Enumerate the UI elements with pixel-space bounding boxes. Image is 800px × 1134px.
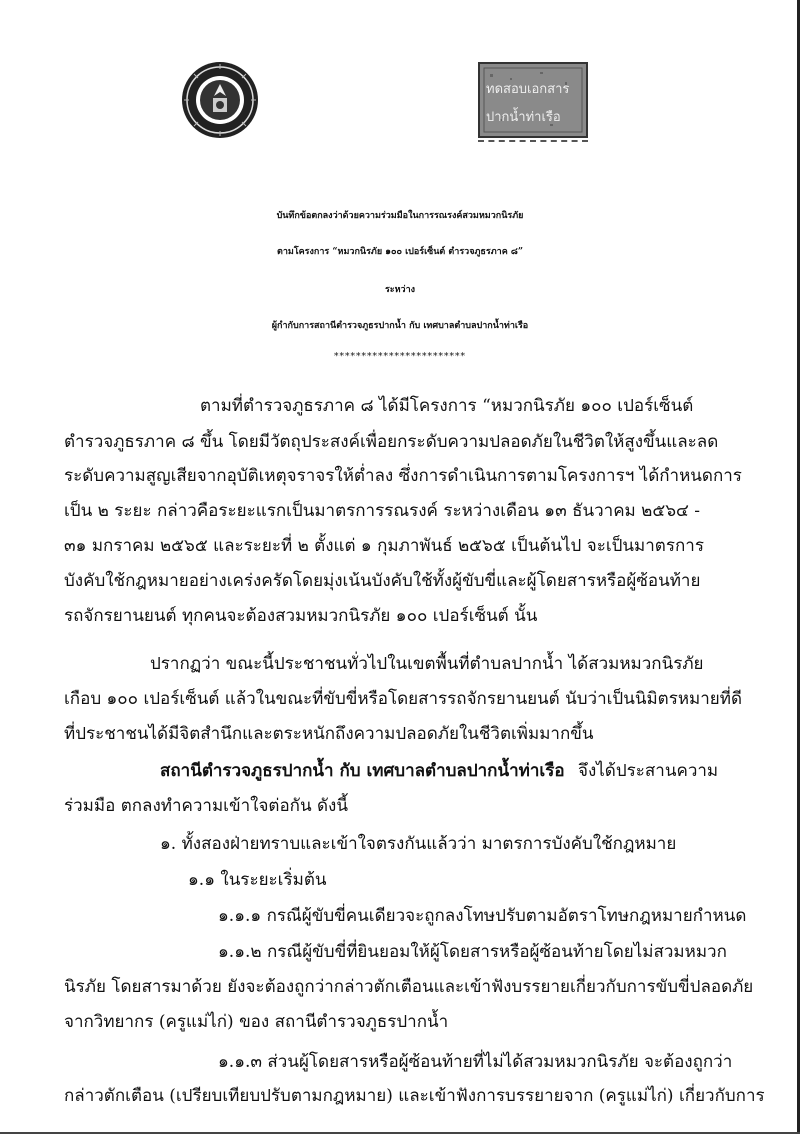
body-line-6: บังคับใช้กฎหมายอย่างเคร่งครัดโดยมุ่งเน้นบังคับใช้ทั้งผู้ขับขี่และผู้โดยสารหรือผู้ซ้อนท้าย — [64, 571, 701, 591]
body-line-1: ตามที่ตำรวจภูธรภาค ๘ ได้มีโครงการ “หมวกนิรภัย ๑๐๐ เปอร์เซ็นต์ — [200, 396, 694, 416]
title-line-4: ผู้กำกับการสถานีตำรวจภูธรปากน้ำ กับ เทศบาลตำบลปากน้ำท่าเรือ — [271, 321, 529, 331]
title-line-2: ตามโครงการ “หมวกนิรภัย ๑๐๐ เปอร์เซ็นต์ ตำรวจภูธรภาค ๘” — [276, 247, 523, 257]
title-line-3: ระหว่าง — [384, 285, 416, 295]
clause-1-1-3-cont: กล่าวตักเตือน (เปรียบเทียบปรับตามกฎหมาย) และเข้าฟังการบรรยายจาก (ครูแม่ไก่) เกี่ยวกับการ — [64, 1086, 765, 1106]
body-line-10: ที่ประชาชนได้มีจิตสำนึกและตระหนักถึงความปลอดภัยในชีวิตเพิ่มมากขึ้น — [64, 724, 594, 744]
title-separator: ************************ — [334, 352, 466, 362]
clause-1-1-2-cont-1: นิรภัย โดยสารมาด้วย ยังจะต้องถูกว่ากล่าวตักเตือนและเข้าฟังบรรยายเกี่ยวกับการขับขี่ปลอดภัย — [64, 977, 754, 997]
body-line-11-bold: สถานีตำรวจภูธรปากน้ำ กับ เทศบาลตำบลปากน้ำท่าเรือ — [160, 761, 565, 781]
body-line-5: ๓๑ มกราคม ๒๕๖๕ และระยะที่ ๒ ตั้งแต่ ๑ กุมภาพันธ์ ๒๕๖๕ เป็นต้นไป จะเป็นมาตรการ — [64, 536, 704, 556]
clause-1: ๑. ทั้งสองฝ่ายทราบและเข้าใจตรงกันแล้วว่า มาตรการบังคับใช้กฎหมาย — [160, 834, 677, 854]
stamp-line-1: ทดสอบเอกสาร — [486, 82, 570, 97]
title-line-1: บันทึกข้อตกลงว่าด้วยความร่วมมือในการรณรงค์สวมหมวกนิรภัย — [276, 211, 524, 221]
body-line-3: ระดับความสูญเสียจากอุบัติเหตุจราจรให้ต่ำลง ซึ่งการดำเนินการตามโครงการฯ ได้กำหนดการ — [64, 466, 742, 486]
body-line-4: เป็น ๒ ระยะ กล่าวคือระยะแรกเป็นมาตรการรณรงค์ ระหว่างเดือน ๑๓ ธันวาคม ๒๕๖๔ - — [64, 501, 701, 521]
clause-1-1: ๑.๑ ในระยะเริ่มต้น — [188, 870, 327, 890]
clause-1-1-1: ๑.๑.๑ กรณีผู้ขับขี่คนเดียวจะถูกลงโทษปรับตามอัตราโทษกฎหมายกำหนด — [218, 906, 747, 926]
office-stamp — [478, 62, 588, 138]
clause-1-1-2-cont-2: จากวิทยากร (ครูแม่ไก่) ของ สถานีตำรวจภูธรปากน้ำ — [64, 1012, 449, 1032]
body-line-11-rest: จึงได้ประสานความ — [578, 761, 719, 781]
clause-1-1-3: ๑.๑.๓ ส่วนผู้โดยสารหรือผู้ซ้อนท้ายที่ไม่ได้สวมหมวกนิรภัย จะต้องถูกว่า — [218, 1052, 733, 1072]
body-line-2: ตำรวจภูธรภาค ๘ ขึ้น โดยมีวัตถุประสงค์เพื่อยกระดับความปลอดภัยในชีวิตให้สูงขึ้นและลด — [64, 432, 719, 452]
stamp-underline — [478, 140, 588, 142]
police-seal-emblem — [180, 60, 260, 140]
body-line-9: เกือบ ๑๐๐ เปอร์เซ็นต์ แล้วในขณะที่ขับขี่หรือโดยสารรถจักรยานยนต์ นับว่าเป็นนิมิตรหมายที่ดี — [64, 689, 742, 709]
clause-1-1-2: ๑.๑.๒ กรณีผู้ขับขี่ที่ยินยอมให้ผู้โดยสารหรือผู้ซ้อนท้ายโดยไม่สวมหมวก — [218, 942, 727, 962]
body-line-7: รถจักรยานยนต์ ทุกคนจะต้องสวมหมวกนิรภัย ๑๐๐ เปอร์เซ็นต์ นั้น — [64, 606, 538, 626]
body-line-8: ปรากฏว่า ขณะนี้ประชาชนทั่วไปในเขตพื้นที่ตำบลปากน้ำ ได้สวมหมวกนิรภัย — [150, 654, 704, 674]
stamp-line-2: ปากน้ำท่าเรือ — [486, 110, 561, 125]
body-line-12: ร่วมมือ ตกลงทำความเข้าใจต่อกัน ดังนี้ — [64, 796, 348, 816]
